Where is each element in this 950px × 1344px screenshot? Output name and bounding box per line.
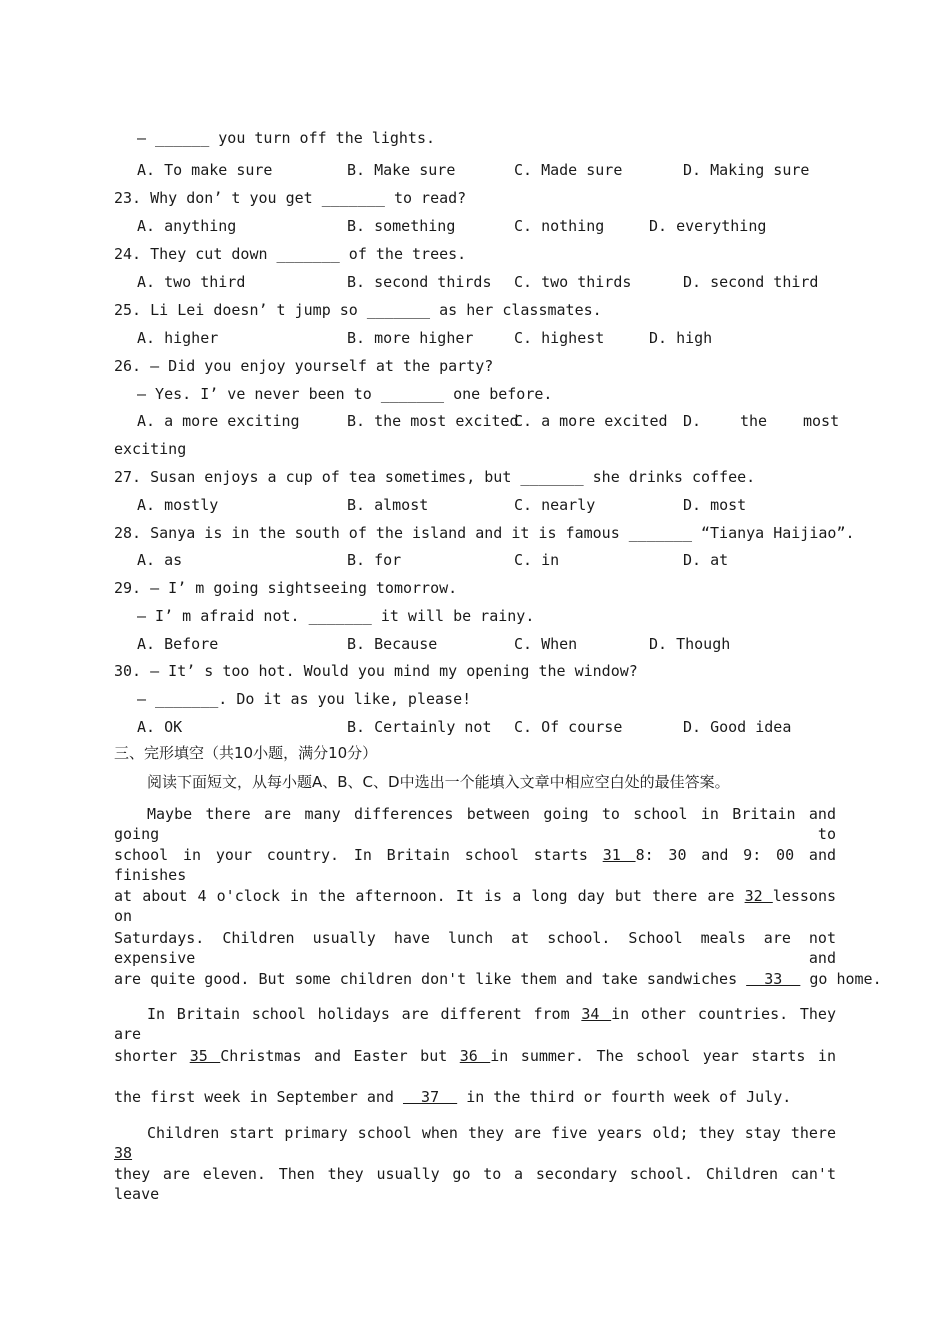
option-a: A. as <box>137 551 183 569</box>
blank-34: 34 <box>581 1005 612 1023</box>
option-d: D. Making sure <box>683 161 810 179</box>
option-a: A. a more exciting <box>137 412 300 430</box>
option-b: B. Certainly not <box>347 718 492 736</box>
option-d-text: the <box>740 412 768 430</box>
section-instruction: 阅读下面短文，从每小题A、B、C、D中选出一个能填入文章中相应空白处的最佳答案。 <box>147 773 730 791</box>
option-d: D. second third <box>683 273 819 291</box>
option-b: B. second thirds <box>347 273 492 291</box>
blank-38: 38 <box>114 1144 133 1162</box>
passage-line: they are eleven. Then they usually go to a secondary school. Children can't leave <box>114 1165 836 1203</box>
passage-line: Maybe there are many differences between going to school in Britain and going to <box>114 805 836 843</box>
question-stem: — ______ you turn off the lights. <box>137 129 436 147</box>
option-a: A. higher <box>137 329 219 347</box>
option-c: C. two thirds <box>514 273 632 291</box>
option-d: D. Though <box>649 635 731 653</box>
question-stem: 26. — Did you enjoy yourself at the party? <box>114 357 494 375</box>
option-b: B. more higher <box>347 329 474 347</box>
question-stem: 24. They cut down _______ of the trees. <box>114 245 467 263</box>
question-response: — Yes. I’ ve never been to _______ one before. <box>137 385 553 403</box>
option-c: C. nothing <box>514 217 605 235</box>
option-c: C. Of course <box>514 718 623 736</box>
question-stem: 25. Li Lei doesn’ t jump so _______ as her classmates. <box>114 301 602 319</box>
option-d: D. high <box>649 329 713 347</box>
question-stem: 27. Susan enjoys a cup of tea sometimes, but _______ she drinks coffee. <box>114 468 756 486</box>
option-d-wrap: exciting <box>114 440 187 458</box>
option-d: D. Good idea <box>683 718 792 736</box>
passage-line: school in your country. In Britain school starts 31 8: 30 and 9: 00 and finishes <box>114 846 837 884</box>
blank-31: 31 <box>602 846 636 864</box>
blank-36: 36 <box>459 1047 491 1065</box>
passage-line: at about 4 o'clock in the afternoon. It is a long day but there are 32 lessons on <box>114 887 837 925</box>
option-d: D. <box>683 412 702 430</box>
option-d: D. at <box>683 551 729 569</box>
question-stem: 28. Sanya is in the south of the island and it is famous _______ “Tianya Haijiao”. <box>114 524 855 542</box>
option-b: B. Make sure <box>347 161 456 179</box>
option-b: B. the most excited <box>347 412 519 430</box>
blank-37: 37 <box>402 1088 458 1106</box>
passage-line: In Britain school holidays are different from 34 in other countries. They are <box>114 1005 836 1043</box>
question-stem: 23. Why don’ t you get _______ to read? <box>114 189 467 207</box>
passage-line: shorter 35 Christmas and Easter but 36 in summer. The school year starts in <box>114 1047 836 1065</box>
option-a: A. OK <box>137 718 183 736</box>
passage-line: are quite good. But some children don't like them and take sandwiches 33 go home. <box>114 970 882 988</box>
option-a: A. mostly <box>137 496 219 514</box>
option-b: B. almost <box>347 496 429 514</box>
option-a: A. anything <box>137 217 237 235</box>
blank-35: 35 <box>189 1047 221 1065</box>
passage-line: Saturdays. Children usually have lunch at school. School meals are not expensive and <box>114 929 836 967</box>
option-b: B. Because <box>347 635 438 653</box>
option-c: C. Made sure <box>514 161 623 179</box>
option-c: C. When <box>514 635 578 653</box>
option-c: C. a more excited <box>514 412 668 430</box>
question-stem: 29. — I’ m going sightseeing tomorrow. <box>114 579 458 597</box>
option-d: D. everything <box>649 217 767 235</box>
question-response: — I’ m afraid not. _______ it will be rainy. <box>137 607 535 625</box>
question-stem: 30. — It’ s too hot. Would you mind my opening the window? <box>114 662 638 680</box>
option-b: B. for <box>347 551 402 569</box>
passage-line: the first week in September and 37 in the third or fourth week of July. <box>114 1088 792 1106</box>
option-c: C. highest <box>514 329 605 347</box>
option-a: A. two third <box>137 273 246 291</box>
option-c: C. nearly <box>514 496 596 514</box>
option-a: A. To make sure <box>137 161 273 179</box>
option-a: A. Before <box>137 635 219 653</box>
option-c: C. in <box>514 551 560 569</box>
option-b: B. something <box>347 217 456 235</box>
blank-32: 32 <box>744 887 773 905</box>
passage-line: Children start primary school when they are five years old; they stay there 38 <box>114 1124 836 1162</box>
option-d-text: most <box>803 412 840 430</box>
section-heading: 三、完形填空（共10小题，满分10分） <box>114 744 378 762</box>
question-response: — _______. Do it as you like, please! <box>137 690 472 708</box>
blank-33: 33 <box>746 970 801 988</box>
option-d: D. most <box>683 496 747 514</box>
